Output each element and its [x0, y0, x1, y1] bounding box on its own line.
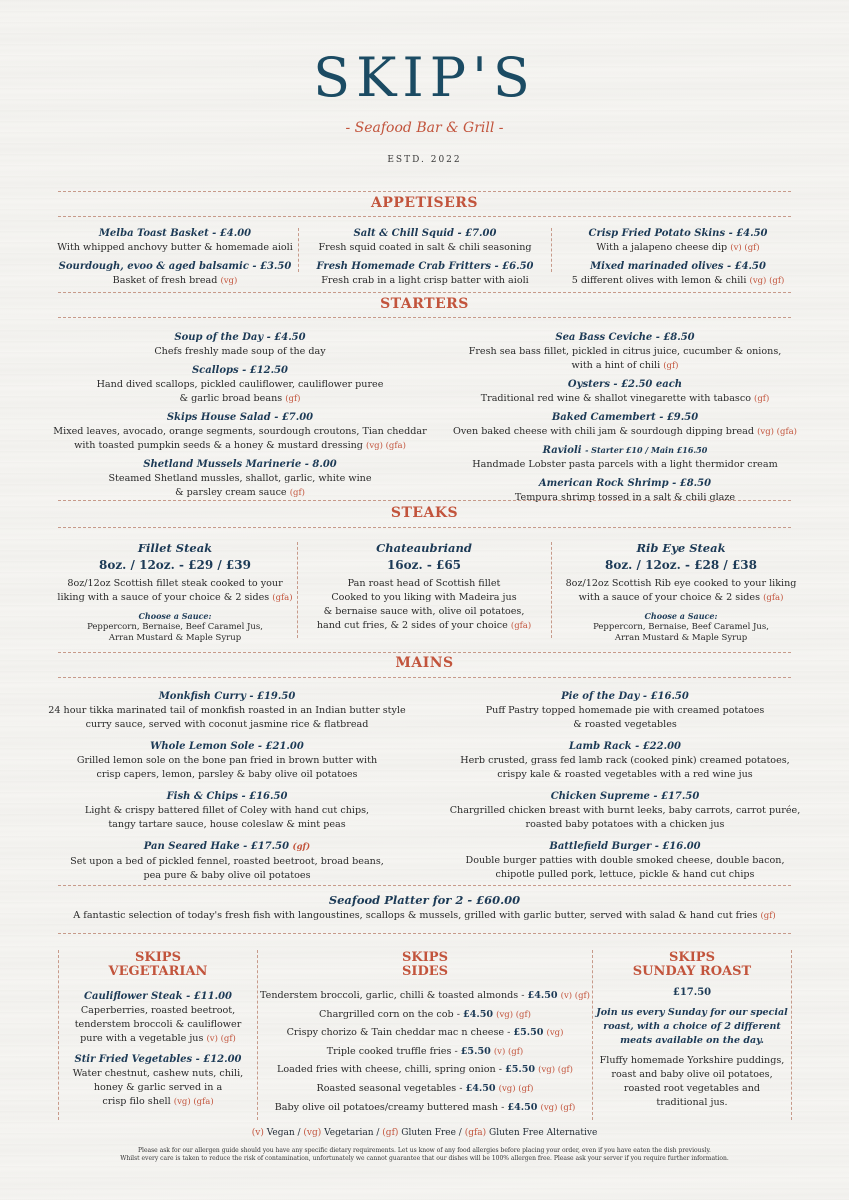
dietary-tag: (vg) (gf) [540, 1102, 576, 1113]
desc-text: hand cut fries, & 2 sides of your choice [316, 620, 508, 631]
side-price: £4.50 [463, 1008, 494, 1020]
dietary-legend [0, 1128, 849, 1138]
dietary-tag: (vg) (gf) [496, 1009, 531, 1020]
item-desc: Chefs freshly made soup of the day [154, 346, 326, 357]
dietary-tag: (vg) (gfa) [366, 441, 406, 451]
item-desc: Caperberries, roasted beetroot, [80, 1005, 236, 1016]
dietary-tag: (vg) (gfa) [173, 1097, 214, 1107]
divider [58, 317, 791, 318]
desc-text: with a sauce of your choice & 2 sides [578, 592, 761, 603]
item-desc: Fresh sea bass fillet, pickled in citrus juice, cucumber & onions, [468, 346, 782, 357]
desc-text: A fantastic selection of today's fresh fish with langoustines, scallops & mussels, grilled with garlic butter, served with salad & hand cut fries [73, 910, 758, 921]
item-desc [40, 439, 440, 453]
menu-item [425, 377, 825, 406]
item-desc: chipotle pulled pork, lettuce, pickle & hand cut chips [495, 869, 755, 880]
column-divider [551, 228, 552, 272]
column-divider [298, 228, 299, 272]
item-desc [60, 1095, 256, 1109]
menu-item [40, 330, 440, 359]
menu-item [425, 330, 825, 373]
item-desc [50, 274, 300, 288]
seafood-platter [30, 892, 819, 923]
box-border [257, 950, 258, 1120]
item-desc [553, 274, 803, 288]
side-desc: Roasted seasonal vegetables - [316, 1082, 466, 1094]
box-border [592, 950, 593, 1120]
column-divider [551, 542, 552, 638]
item-name: Oysters - £2.50 each [567, 379, 683, 390]
dietary-tag: (v) (gf) [730, 243, 760, 253]
item-desc: pea pure & baby olive oil potatoes [143, 870, 311, 881]
box-border [58, 950, 59, 1120]
legend-gf: (gf) [382, 1128, 399, 1138]
item-name: Sourdough, evoo & aged balsamic - £3.50 [58, 261, 292, 272]
item-name: Skips House Salad - £7.00 [166, 412, 314, 423]
item-desc [30, 909, 819, 923]
legend-gfa-label: Gluten Free Alternative [486, 1128, 598, 1138]
item-name-text: Pan Seared Hake - £17.50 [143, 841, 290, 852]
item-desc: Steamed Shetland mussles, shallot, garlic, white wine [108, 473, 372, 484]
item-desc: Tempura shrimp tossed in a salt & chili glaze [514, 492, 736, 503]
dietary-tag: (vg) (gf) [749, 276, 785, 286]
menu-item [60, 989, 256, 1046]
item-name: Monkfish Curry - £19.50 [158, 691, 296, 702]
dietary-tag: (gf) [285, 394, 301, 404]
sauce-list: Arran Mustard & Maple Syrup [108, 633, 242, 643]
menu-item [425, 410, 825, 439]
item-name [22, 839, 432, 855]
disclaimer-line: Whilst every care is taken to reduce the risk of contamination, unfortunately we cannot guarantee that our dishes will be 100% allergen free. Please ask your server if you require further information. [120, 1155, 729, 1162]
desc-text: & parsley cream sauce [175, 487, 287, 498]
item-desc: roasted baby potatoes with a chicken jus [525, 819, 725, 830]
item-desc: Grilled lemon sole on the bone pan fried in brown butter with [76, 755, 378, 766]
box-title: VEGETARIAN [108, 964, 208, 979]
item-name: Chicken Supreme - £17.50 [550, 791, 700, 802]
dietary-tag: (gf) [663, 361, 679, 371]
appetisers-col-1 [50, 226, 300, 292]
menu-item [300, 226, 550, 255]
item-name: Stir Fried Vegetables - £12.00 [74, 1054, 242, 1065]
dietary-tag: (vg) [220, 276, 238, 286]
divider [58, 885, 791, 886]
item-desc: Handmade Lobster pasta parcels with a light thermidor cream [472, 459, 778, 470]
divider [58, 652, 791, 653]
legend-gfa: (gfa) [464, 1128, 487, 1138]
steak-ribeye [553, 541, 809, 644]
appetisers-col-2 [300, 226, 550, 292]
menu-item [60, 1052, 256, 1109]
menu-item [300, 259, 550, 288]
item-price: 16oz. - £65 [386, 558, 462, 572]
roast-intro: roast, with a choice of 2 different [603, 1021, 781, 1032]
menu-item [22, 839, 432, 883]
item-desc: Hand dived scallops, pickled cauliflower, cauliflower puree [96, 379, 384, 390]
desc-text: & garlic broad beans [179, 393, 283, 404]
item-name-text: Ravioli [542, 445, 582, 456]
side-desc: Tenderstem broccoli, garlic, chilli & toasted almonds - [259, 990, 528, 1001]
item-name: Scallops - £12.50 [191, 365, 289, 376]
dietary-tag: (v) (gf) [206, 1034, 236, 1044]
item-desc [60, 1032, 256, 1046]
item-desc: tenderstem broccoli & cauliflower [74, 1019, 242, 1030]
item-desc: honey & garlic served in a [93, 1082, 223, 1093]
item-desc: tangy tartare sauce, house coleslaw & mint peas [108, 819, 346, 830]
desc-text: pure with a vegetable jus [80, 1033, 204, 1044]
dietary-tag: (v) (gf) [493, 1046, 524, 1057]
legend-vg: (vg) [303, 1128, 322, 1138]
item-desc: 8oz/12oz Scottish fillet steak cooked to your [67, 578, 283, 589]
item-name: American Rock Shrimp - £8.50 [538, 478, 712, 489]
subtitle: - Seafood Bar & Grill - [345, 120, 504, 136]
item-desc: Herb crusted, grass fed lamb rack (cooked pink) creamed potatoes, [460, 755, 790, 766]
item-name: Baked Camembert - £9.50 [551, 412, 699, 423]
roast-desc: roasted root vegetables and [623, 1083, 761, 1094]
mains-left [22, 689, 432, 887]
sauce-list: Peppercorn, Bernaise, Beef Caramel Jus, [87, 622, 263, 632]
item-price: 8oz. / 12oz. - £29 / £39 [99, 558, 251, 572]
roast-desc: roast and baby olive oil potatoes, [611, 1069, 773, 1080]
item-desc [425, 359, 825, 373]
roast-intro: Join us every Sunday for our special [596, 1007, 788, 1018]
divider [58, 933, 791, 934]
side-price: £4.50 [507, 1101, 538, 1113]
appetisers-col-3 [553, 226, 803, 292]
menu-item [40, 363, 440, 406]
item-desc: crisp capers, lemon, parsley & baby olive oil potatoes [96, 769, 358, 780]
sides-box [259, 951, 591, 1117]
desc-text: Basket of fresh bread [112, 275, 218, 286]
item-name: Melba Toast Basket - £4.00 [98, 228, 252, 239]
dietary-tag: (gf) [289, 488, 305, 498]
box-title: SKIPS [135, 950, 181, 965]
item-desc: Fresh squid coated in salt & chili seasoning [318, 242, 532, 253]
side-price: £4.50 [465, 1082, 496, 1094]
item-desc: 8oz/12oz Scottish Rib eye cooked to your liking [565, 578, 797, 589]
roast-price: £17.50 [672, 987, 712, 998]
roast-desc: Fluffy homemade Yorkshire puddings, [599, 1055, 785, 1066]
item-desc: Mixed leaves, avocado, orange segments, sourdough croutons, Tian cheddar [53, 426, 427, 437]
item-name: Fresh Homemade Crab Fritters - £6.50 [316, 261, 534, 272]
divider [58, 216, 791, 217]
desc-text: Traditional red wine & shallot vinegarette with tabasco [480, 393, 751, 404]
section-title-steaks: STEAKS [390, 505, 459, 521]
item-desc: Water chestnut, cashew nuts, chili, [72, 1068, 244, 1079]
side-item [259, 1043, 591, 1062]
menu-item [553, 259, 803, 288]
item-name [425, 443, 825, 458]
desc-text: with toasted pumpkin seeds & a honey & mustard dressing [74, 440, 363, 451]
mains-right [420, 689, 830, 886]
sauce-label: Choose a Sauce: [138, 611, 212, 621]
item-name: Crisp Fried Potato Skins - £4.50 [588, 228, 768, 239]
item-name: Rib Eye Steak [636, 541, 726, 555]
item-desc [553, 591, 809, 605]
sauce-list: Arran Mustard & Maple Syrup [614, 633, 748, 643]
side-item [259, 1099, 591, 1118]
sunday-roast-box [594, 951, 790, 1110]
item-name: Soup of the Day - £4.50 [174, 332, 306, 343]
starters-right [425, 330, 825, 509]
item-desc: crispy kale & roasted vegetables with a red wine jus [497, 769, 753, 780]
divider [58, 527, 791, 528]
side-desc: Triple cooked truffle fries - [326, 1045, 461, 1057]
item-desc: Cooked to you liking with Madeira jus [331, 592, 517, 603]
item-name: Fillet Steak [137, 541, 213, 555]
desc-text: with a hint of chili [571, 360, 661, 371]
item-desc: curry sauce, served with coconut jasmine rice & flatbread [85, 719, 369, 730]
legend-gf-label: Gluten Free / [398, 1128, 465, 1138]
item-name: Whole Lemon Sole - £21.00 [150, 741, 304, 752]
item-desc [40, 486, 440, 500]
dietary-tag: (vg) (gfa) [757, 427, 797, 437]
side-item [259, 1024, 591, 1043]
section-title-mains: MAINS [395, 655, 454, 671]
item-price-note: - Starter £10 / Main £16.50 [585, 445, 708, 455]
item-desc [553, 241, 803, 255]
section-title-starters: STARTERS [380, 296, 469, 312]
side-desc: Crispy chorizo & Tain cheddar mac n cheese - [286, 1027, 514, 1039]
menu-item [22, 739, 432, 782]
item-desc: & bernaise sauce with, olive oil potatoes, [323, 606, 525, 617]
box-title: SKIPS [402, 950, 448, 965]
box-title: SUNDAY ROAST [632, 964, 752, 979]
sauce-list: Peppercorn, Bernaise, Beef Caramel Jus, [593, 622, 769, 632]
item-desc [298, 619, 550, 633]
item-name: Lamb Rack - £22.00 [569, 741, 681, 752]
dietary-tag: (gf) [760, 911, 776, 921]
vegetarian-box [60, 951, 256, 1113]
side-item [259, 1061, 591, 1080]
divider [58, 677, 791, 678]
logo: SKIP'S [313, 46, 536, 109]
side-desc: Loaded fries with cheese, chilli, spring onion - [277, 1064, 506, 1076]
item-desc: & roasted vegetables [573, 719, 677, 730]
menu-item [22, 689, 432, 732]
side-price: £5.50 [505, 1064, 536, 1076]
divider [58, 500, 791, 501]
desc-text: 5 different olives with lemon & chili [571, 275, 747, 286]
menu-item [420, 789, 830, 832]
item-name: Sea Bass Ceviche - £8.50 [555, 332, 695, 343]
menu-item [553, 226, 803, 255]
divider [58, 191, 791, 192]
desc-text: Oven baked cheese with chili jam & sourdough dipping bread [453, 426, 755, 437]
section-title-appetisers: APPETISERS [370, 195, 479, 211]
divider [58, 292, 791, 293]
box-title: SKIPS [669, 950, 715, 965]
roast-desc: traditional jus. [656, 1097, 728, 1108]
dietary-tag: (vg) [546, 1028, 564, 1039]
established-date: ESTD. 2022 [387, 155, 462, 165]
item-desc: Pan roast head of Scottish fillet [347, 578, 501, 589]
item-name: Battlefield Burger - £16.00 [549, 841, 701, 852]
item-desc: Light & crispy battered fillet of Coley with hand cut chips, [84, 805, 370, 816]
item-price: 8oz. / 12oz. - £28 / £38 [605, 558, 757, 572]
item-name: Pie of the Day - £16.50 [561, 691, 689, 702]
menu-item [50, 259, 300, 288]
dietary-tag: (gf) [754, 394, 770, 404]
item-name: Cauliflower Steak - £11.00 [84, 991, 232, 1002]
item-name: Mixed marinaded olives - £4.50 [590, 261, 766, 272]
dietary-tag: (gfa) [272, 593, 293, 603]
disclaimer-line: Please ask for our allergen guide should you have any specific dietary requirements. Let us know of any food allergies before placing your order, even if you have eaten the dish previously. [138, 1147, 711, 1154]
steak-fillet [50, 541, 300, 644]
item-name: Fish & Chips - £16.50 [166, 791, 288, 802]
item-desc: Puff Pastry topped homemade pie with creamed potatoes [485, 705, 765, 716]
dietary-tag: (vg) (gf) [498, 1083, 534, 1094]
side-price: £4.50 [527, 990, 558, 1001]
dietary-tag: (vg) (gf) [538, 1065, 573, 1076]
dietary-tag: (gfa) [763, 593, 784, 603]
item-desc [50, 591, 300, 605]
sauce-label: Choose a Sauce: [644, 611, 718, 621]
item-desc [40, 392, 440, 406]
item-name: Salt & Chill Squid - £7.00 [353, 228, 497, 239]
side-price: £5.50 [513, 1027, 544, 1039]
item-desc: Chargrilled chicken breast with burnt leeks, baby carrots, carrot purée, [449, 805, 801, 816]
item-desc: Double burger patties with double smoked cheese, double bacon, [465, 855, 785, 866]
item-name: Seafood Platter for 2 - £60.00 [328, 893, 521, 907]
menu-item [40, 410, 440, 453]
roast-intro: meats available on the day. [620, 1035, 764, 1046]
side-price: £5.50 [460, 1045, 491, 1057]
item-desc: Fresh crab in a light crisp batter with aioli [321, 275, 529, 286]
box-border [791, 950, 792, 1120]
allergen-disclaimer [0, 1147, 849, 1163]
legend-vg-label: Vegetarian / [321, 1128, 383, 1138]
menu-item [420, 839, 830, 882]
menu-item [425, 443, 825, 472]
menu-item [420, 689, 830, 732]
legend-v: (v) [251, 1128, 264, 1138]
dietary-tag: (gf) [292, 842, 311, 852]
side-item [259, 1006, 591, 1025]
desc-text: crisp filo shell [102, 1096, 171, 1107]
desc-text: With a jalapeno cheese dip [596, 242, 728, 253]
item-name: Shetland Mussels Marinerie - 8.00 [143, 459, 337, 470]
dietary-tag: (v) (gf) [560, 991, 590, 1001]
item-desc: 24 hour tikka marinated tail of monkfish roasted in an Indian butter style [48, 705, 406, 716]
item-desc [425, 425, 825, 439]
menu-item [50, 226, 300, 255]
side-desc: Baby olive oil potatoes/creamy buttered mash - [274, 1101, 508, 1113]
box-title: SIDES [401, 964, 449, 979]
side-desc: Chargrilled corn on the cob - [319, 1008, 464, 1020]
item-desc [425, 392, 825, 406]
menu-item [22, 789, 432, 832]
side-item [259, 987, 591, 1006]
desc-text: liking with a sauce of your choice & 2 sides [57, 592, 270, 603]
dietary-tag: (gfa) [510, 621, 532, 631]
menu-item [420, 739, 830, 782]
item-name: Chateaubriand [376, 541, 472, 555]
item-desc: With whipped anchovy butter & homemade aioli [57, 242, 293, 253]
steak-chateaubriand [298, 541, 550, 633]
item-desc: Set upon a bed of pickled fennel, roasted beetroot, broad beans, [70, 856, 384, 867]
side-item [259, 1080, 591, 1099]
legend-v-label: Vegan / [263, 1128, 304, 1138]
starters-left [40, 330, 440, 504]
menu-item [40, 457, 440, 500]
